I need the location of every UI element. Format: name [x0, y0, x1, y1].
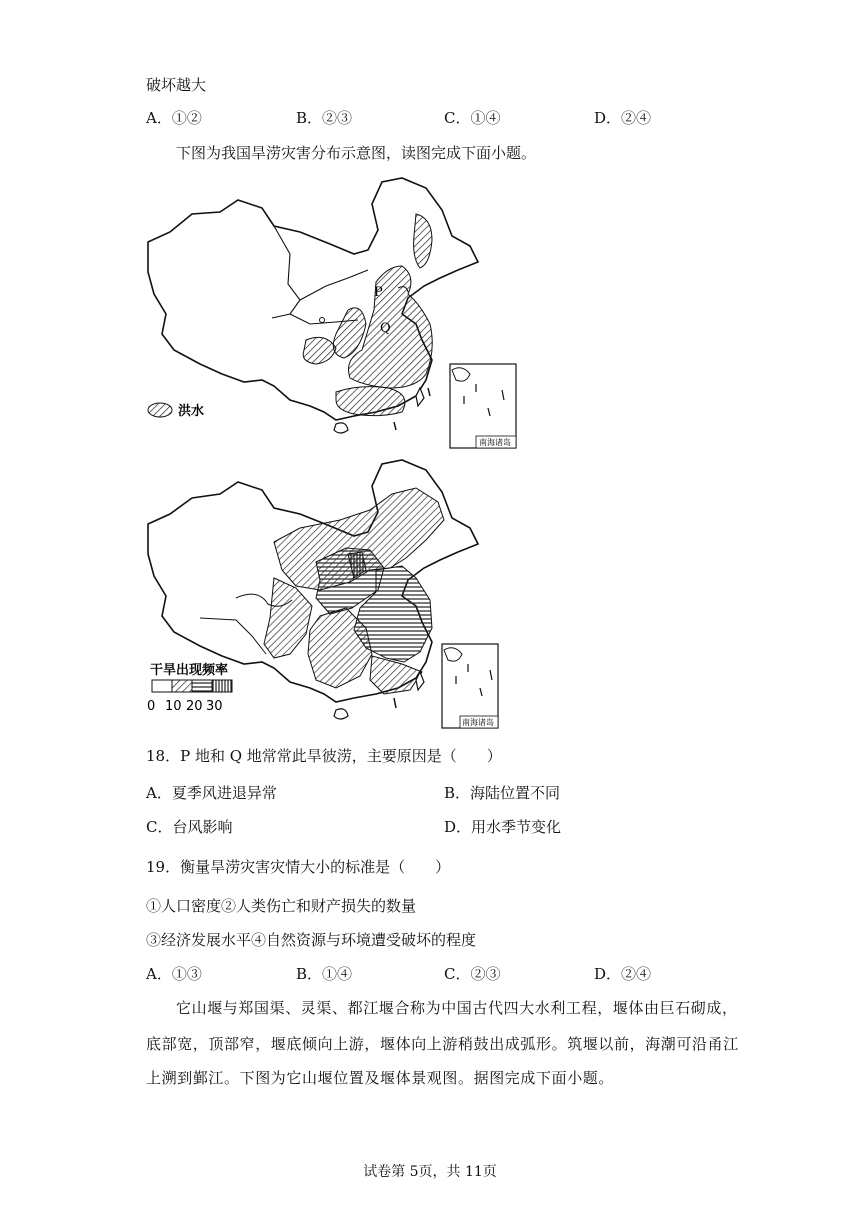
paragraph-line-2: 底部宽，顶部窄，堰底倾向上游，堰体向上游稍鼓出成弧形。筑堰以前，海潮可沿甬江: [146, 1035, 739, 1053]
flood-legend-label: 洪水: [178, 404, 205, 419]
q18-stem: 18．P 地和 Q 地常常此旱彼涝，主要原因是（ ）: [146, 747, 502, 765]
q19-choice-line-2: ③经济发展水平④自然资源与环境遭受破坏的程度: [146, 931, 477, 949]
south-sea-inset: [450, 364, 516, 448]
q18-option-b[interactable]: B．海陆位置不同: [444, 784, 561, 802]
legend-tick-30: 30: [206, 699, 223, 714]
text-fragment: 破坏越大: [146, 76, 207, 94]
flood-legend-swatch: [148, 403, 172, 417]
q19-choice-line-1: ①人口密度②人类伤亡和财产损失的数量: [146, 897, 417, 915]
point-p-label: P: [374, 285, 383, 300]
q19-option-d[interactable]: D．②④: [594, 965, 652, 983]
flood-map: [140, 174, 520, 452]
q18-option-c[interactable]: C．台风影响: [146, 818, 233, 836]
drought-legend-title: 干旱出现频率: [150, 663, 229, 678]
intro-text: 下图为我国旱涝灾害分布示意图，读图完成下面小题。: [176, 144, 537, 162]
drought-map: [140, 458, 520, 730]
q17-option-a[interactable]: A．①②: [146, 109, 202, 127]
q19-option-b[interactable]: B．①④: [296, 965, 353, 983]
legend-tick-10: 10: [165, 699, 182, 714]
q17-option-d[interactable]: D．②④: [594, 109, 652, 127]
inset-caption: 南海诸岛: [479, 438, 511, 447]
legend-swatch-30: [212, 680, 232, 692]
south-sea-inset: [442, 644, 498, 728]
point-q-label: Q: [380, 321, 391, 336]
legend-swatch-10: [172, 680, 192, 692]
q17-option-c[interactable]: C．①④: [444, 109, 501, 127]
page-footer: 试卷第 5页，共 11页: [363, 1164, 497, 1180]
paragraph-line-1: 它山堰与郑国渠、灵渠、都江堰合称为中国古代四大水利工程，堰体由巨石砌成，: [176, 999, 738, 1017]
legend-swatch-0: [152, 680, 172, 692]
legend-swatch-20: [192, 680, 212, 692]
china-outline: [148, 178, 478, 420]
q19-option-c[interactable]: C．②③: [444, 965, 501, 983]
q18-option-d[interactable]: D．用水季节变化: [444, 818, 562, 836]
q18-option-a[interactable]: A．夏季风进退异常: [146, 784, 277, 802]
legend-tick-20: 20: [186, 699, 203, 714]
inset-caption: 南海诸岛: [462, 718, 494, 727]
legend-tick-0: 0: [147, 699, 156, 714]
q17-option-b[interactable]: B．②③: [296, 109, 353, 127]
q19-option-a[interactable]: A．①③: [146, 965, 202, 983]
q19-stem: 19．衡量旱涝灾害灾情大小的标准是（ ）: [146, 858, 451, 876]
paragraph-line-3: 上溯到鄞江。下图为它山堰位置及堰体景观图。据图完成下面小题。: [146, 1069, 615, 1087]
